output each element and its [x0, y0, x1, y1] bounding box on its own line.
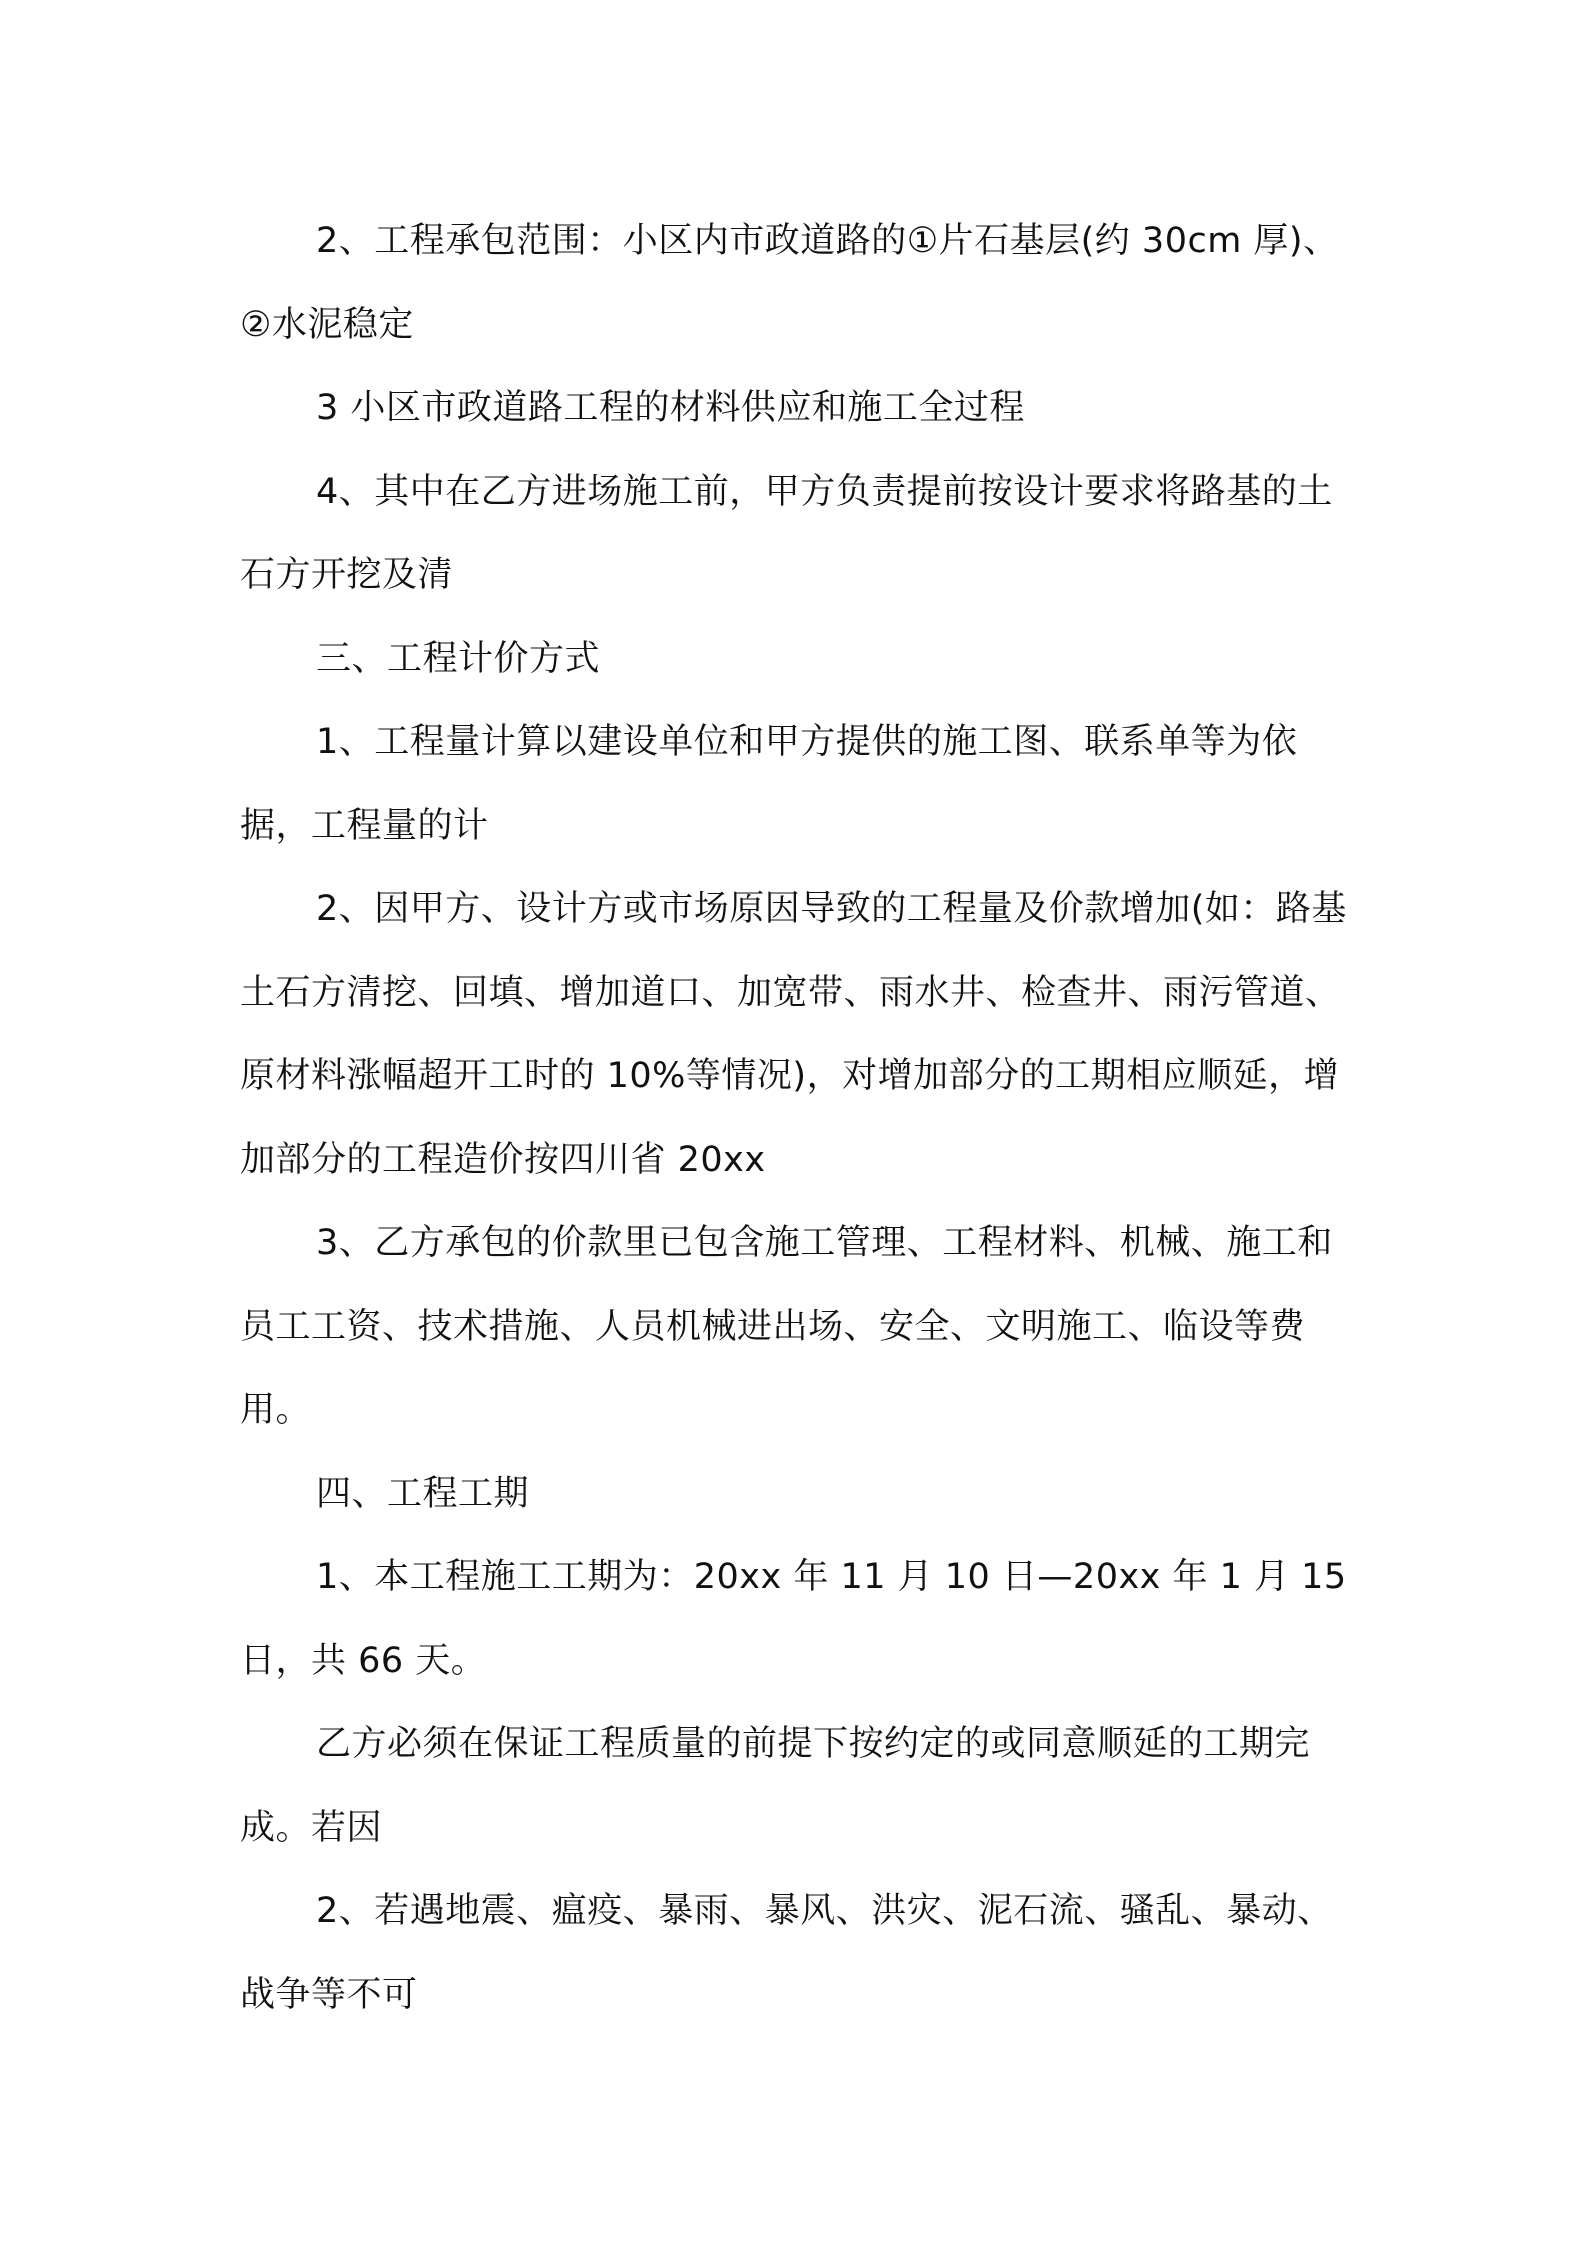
document-body	[240, 200, 1360, 2037]
paragraph-price-increase: 2、因甲方、设计方或市场原因导致的工程量及价款增加(如：路基土石方清挖、回填、增加道口、加宽带、雨水井、检查井、雨污管道、原材料涨幅超开工时的 10%等情况)，对增加部分的工期相应顺延，增加部分的工程造价按四川省 20xx	[240, 889, 1347, 1180]
paragraph-construction-dates: 1、本工程施工工期为：20xx 年 11 月 10 日—20xx 年 1 月 15 日，共 66 天。	[240, 1557, 1347, 1681]
paragraph-quantity-calculation: 1、工程量计算以建设单位和甲方提供的施工图、联系单等为依据，工程量的计	[240, 722, 1298, 846]
paragraph-completion-obligation: 乙方必须在保证工程质量的前提下按约定的或同意顺延的工期完成。若因	[240, 1724, 1311, 1848]
paragraph-force-majeure: 2、若遇地震、瘟疫、暴雨、暴风、洪灾、泥石流、骚乱、暴动、战争等不可	[240, 1891, 1333, 2015]
section-heading-construction-period: 四、工程工期	[316, 1473, 530, 1514]
paragraph-pre-construction-excavation: 4、其中在乙方进场施工前，甲方负责提前按设计要求将路基的土石方开挖及清	[240, 471, 1333, 595]
section-heading-pricing-method: 三、工程计价方式	[316, 638, 601, 679]
paragraph-included-costs: 3、乙方承包的价款里已包含施工管理、工程材料、机械、施工和员工工资、技术措施、人员机械进出场、安全、文明施工、临设等费用。	[240, 1223, 1333, 1430]
paragraph-material-supply: 3 小区市政道路工程的材料供应和施工全过程	[316, 388, 1025, 428]
paragraph-scope-of-contract: 2、工程承包范围：小区内市政道路的①片石基层(约 30cm 厚)、②水泥稳定	[240, 221, 1339, 345]
